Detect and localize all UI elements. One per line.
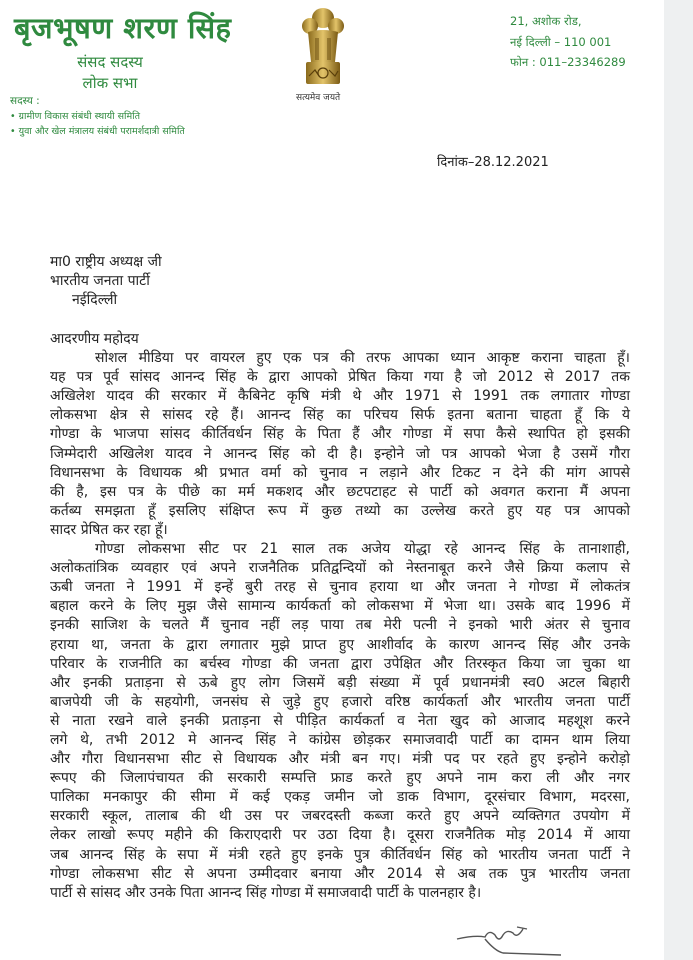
address-line: 21, अशोक रोड, [510, 14, 582, 28]
paragraph-1-line: सादर प्रेषित कर रहा हूँ। [50, 521, 168, 538]
committee-item: • ग्रामीण विकास संबंधी स्थायी समिति [10, 111, 141, 122]
paragraph-2-line: लेकर लाखो रूपए महीने की किराएदारी पर उठा दिया है। दूसरा राजनैतिक मोड़ 2014 में आया [50, 827, 630, 844]
paragraph-2-line: बाजपेयी जी के सहयोगी, जनसंघ से जुड़े हुए हजारो वरिष्ठ कार्यकर्ता और भारतीय जनता पार्टी [50, 693, 630, 710]
paragraph-2-line: रूपए की जिलापंचायत की सरकारी सम्पत्ति फ्राड करते हुए अपने नाम करा ली और नगर [50, 770, 630, 787]
letterhead-house: लोक सभा [82, 74, 138, 92]
paragraph-2-line: लगे थे, तभी 2012 मे आनन्द सिंह ने कांग्रेस छोड़कर समाजवादी पार्टी का दामन थाम लिया [50, 731, 630, 748]
paragraph-2-line: हराया था, जनता के द्वारा लगातार मुझे प्राप्त हुए आशीर्वाद के कारण आनन्द सिंह और उनके [50, 636, 630, 653]
paragraph-1-line: अखिलेश यादव की सरकार में कैबिनेट कृषि मंत्री थे और 1971 से 1991 तक लगातार गोण्डा [50, 388, 630, 405]
committee-item: • युवा और खेल मंत्रालय संबंधी परामर्शदात्री समिति [10, 126, 185, 137]
paragraph-2-line: जब आनन्द सिंह के सपा में मंत्री रहते हुए इनके पुत्र कीर्तिवर्धन सिंह को भारतीय जनता पार्टी ने [50, 846, 630, 863]
emblem-motto: सत्यमेव जयते [296, 93, 341, 103]
paragraph-1-line: लोकसभा क्षेत्र से सांसद रहे हैं। आनन्द सिंह का परिचय सिर्फ इतना बताना चाहता हूँ कि ये [50, 407, 630, 424]
paragraph-2-line: और गौरा विधानसभा सीट से विधायक और मंत्री बन गए। मंत्री पद पर रहते हुए इन्होने करोड़ो [50, 751, 630, 768]
letter-body [50, 330, 630, 903]
letterhead-name: बृजभूषण शरण सिंह [14, 11, 232, 45]
paragraph-2-line: से नाता रखने वाले इनकी प्रताड़ना से पीड़ित कार्यकर्ता व नेता खुद को आजाद महशूश करने [50, 712, 630, 729]
paragraph-1-line: की है, इस पत्र के पीछे का मर्म मकशद और छटपटाहट से पार्टी को अवगत कराना मैं अपना [50, 483, 630, 500]
paragraph-2-line: गोण्डा लोकसभा सीट से अपना उम्मीदवार बनाया और 2014 से अब तक पुत्र भारतीय जनता [50, 865, 630, 882]
paragraph-2-line: ऊबी जनता ने 1991 में इन्हें बुरी तरह से चुनाव हराया था और जनता ने गोण्डा में लोकतंत्र [50, 579, 630, 596]
paragraph-1-line: यह पत्र पूर्व सांसद आनन्द सिंह के द्वारा आपको प्रेषित किया गया है जो 2012 से 2017 तक [50, 369, 630, 386]
member-label: सदस्य : [10, 95, 40, 107]
paragraph-1-line: गोण्डा के भाजपा सांसद कीर्तिवर्धन सिंह के पिता हैं और गोण्डा में सपा कैसे स्थापित हो इसकी [50, 426, 630, 443]
phone: फोन : 011–23346289 [510, 55, 626, 69]
letter-date: दिनांक–28.12.2021 [437, 155, 549, 170]
recipient-line: मा0 राष्ट्रीय अध्यक्ष जी [50, 254, 162, 270]
recipient-line: भारतीय जनता पार्टी [50, 273, 150, 289]
paragraph-1-line: जिम्मेदारी अखिलेश यादव ने आनन्द सिंह को दी है। इन्होने जो पत्र आपको भेजा है उसमें गौरा [50, 445, 630, 462]
paragraph-2-line: इनकी साजिश के चलते मैं चुनाव नहीं लड़ पाया तब मेरी पत्नी ने इनको भारी अंतर से चुनाव [50, 617, 630, 634]
paragraph-1-line: कर्तब्य समझता हूँ इसलिए संक्षिप्त रूप में कुछ तथ्यो का उल्लेख करते हुए यह पत्र आपको [50, 502, 630, 519]
paragraph-2-line: पार्टी से सांसद और उनके पिता आनन्द सिंह गोण्डा में समाजवादी पार्टी के पालनहार है। [50, 884, 482, 901]
paragraph-2-line: बहाल करने के लिए मुझ जैसे सामान्य कार्यकर्ता को लोकसभा में भेजा था। उसके बाद 1996 में [50, 598, 630, 615]
salutation: आदरणीय महोदय [50, 331, 139, 347]
paragraph-2-line: सरकारी स्कूल, तालाब की थी उस पर जबरदस्ती कब्जा करते हुए अपने व्यक्तिगत उपयोग में [50, 808, 630, 825]
page-edge [664, 0, 693, 960]
paragraph-1-line: सोशल मीडिया पर वायरल हुए एक पत्र की तरफ आपका ध्यान आकृष्ट कराना चाहता हूँ। [95, 350, 630, 367]
address-line: नई दिल्ली – 110 001 [510, 35, 612, 49]
paragraph-2-line: परिवार के राजनीति का बर्चस्व गोण्डा की जनता द्वारा उपेक्षित और तिरस्कृत किया जा चुका था [50, 655, 630, 672]
paragraph-2-line: अलोकतांत्रिक व्यवहार एवं अपने राजनैतिक प्रतिद्वन्दियों को नेस्तनाबूत करने जैसे क्रिया कलाप से [50, 560, 630, 577]
signature [455, 925, 565, 957]
paragraph-2-line: पालिका मनकापुर की सीमा में कई एकड़ जमीन जो डाक विभाग, दूरसंचार विभाग, मदरसा, [50, 789, 630, 806]
paragraph-2-line: गोण्डा लोकसभा सीट पर 21 साल तक अजेय योद्धा रहे आनन्द सिंह के तानाशाही, [95, 541, 630, 558]
letterhead-designation: संसद सदस्य [77, 53, 143, 71]
national-emblem-icon [298, 4, 348, 88]
paragraph-1-line: विधानसभा के विधायक श्री प्रभात वर्मा को चुनाव न लड़ाने और टिकट न देने की मांग आपसे [50, 464, 630, 481]
recipient-line: नईदिल्ली [72, 292, 118, 308]
paragraph-2-line: और इनकी प्रताड़ना से ऊबे हुए लोग जिसमें बड़ी संख्या में पूर्व प्रधानमंत्री स्व0 अटल बिहारी [50, 674, 630, 691]
